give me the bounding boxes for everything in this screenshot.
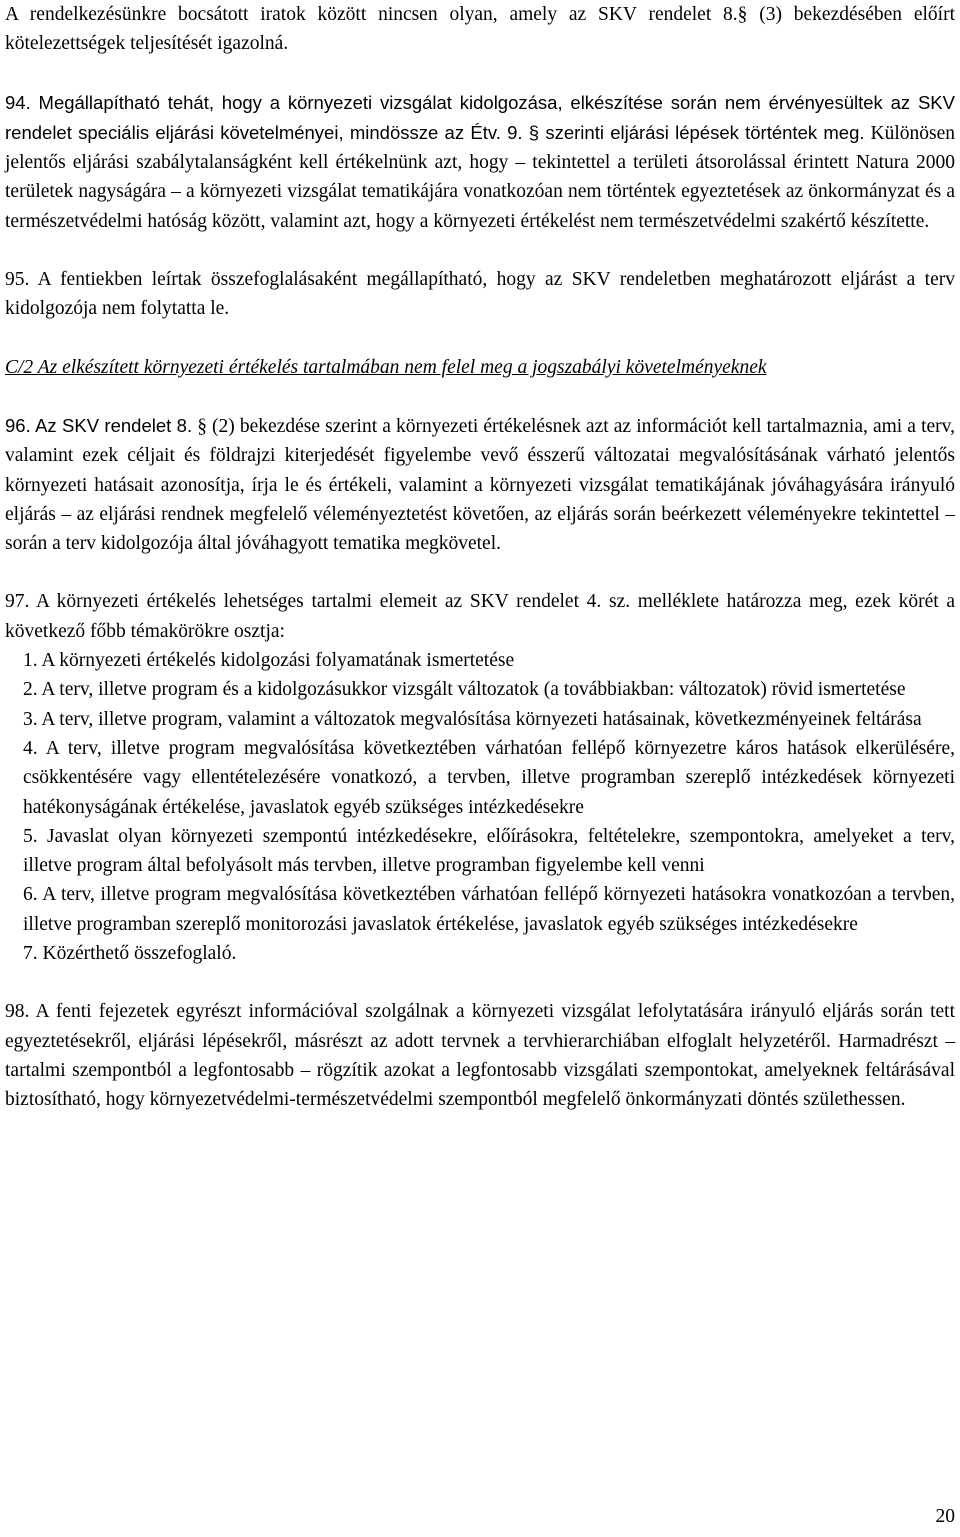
list-item: 2. A terv, illetve program és a kidolgozásukkor vizsgált változatok (a továbbiakban: változatok) rövid ismertetése bbox=[23, 679, 906, 701]
section-heading-c2: C/2 Az elkészített környezeti értékelés tartalmában nem felel meg a jogszabályi követelményeknek bbox=[5, 356, 767, 378]
topic-list bbox=[5, 646, 955, 968]
paragraph-94 bbox=[5, 88, 955, 236]
paragraph-96 bbox=[5, 411, 955, 558]
paragraph-96-rest: § (2) bekezdése szerint a környezeti értékelésnek azt az információt kell tartalmaznia, ami a terv, valamint ezek céljait és földrajzi kiterjedését figyelembe vevő ésszerű változatai megvalósításának várható jelentős környezeti hatásait azonosítja, írja le és értékeli, valamint a környezeti vizsgálat tematikájának jóváhagyására irányuló eljárás – az eljárási rendnek megfelelő véleményeztetést követően, az eljárás során beérkezett véleményekre tekintettel – során a terv kidolgozója által jóváhagyott tematika megkövetel. bbox=[5, 415, 955, 555]
list-item: 4. A terv, illetve program megvalósítása következtében várhatóan fellépő környezetre káros hatások elkerülésére, csökkentésére vagy ellentételezésére vonatkozó, a tervben, illetve programban szereplő intézkedések környezeti hatékonyságának értékelése, javaslatok egyéb szükséges intézkedésekre bbox=[23, 737, 955, 818]
paragraph-96-prefix: 96. Az SKV rendelet 8. bbox=[5, 414, 193, 436]
paragraph-spacer bbox=[5, 968, 955, 997]
paragraph-spacer bbox=[5, 382, 955, 411]
intro-paragraph: A rendelkezésünkre bocsátott iratok között nincsen olyan, amely az SKV rendelet 8.§ (3) bekezdésében előírt kötelezettségek teljesítését igazolná. bbox=[5, 4, 955, 55]
paragraph-95: 95. A fentiekben leírtak összefoglalásaként megállapítható, hogy az SKV rendeletben meghatározott eljárást a terv kidolgozója nem folytatta le. bbox=[5, 269, 955, 320]
paragraph-spacer bbox=[5, 59, 955, 88]
paragraph-97: 97. A környezeti értékelés lehetséges tartalmi elemeit az SKV rendelet 4. sz. melléklete határozza meg, ezek körét a következő főbb témakörökre osztja: bbox=[5, 591, 955, 642]
list-item: 3. A terv, illetve program, valamint a változatok megvalósítása környezeti hatásainak, következményeinek feltárása bbox=[23, 708, 922, 730]
paragraph-spacer bbox=[5, 558, 955, 587]
paragraph-spacer bbox=[5, 236, 955, 265]
document-page bbox=[5, 0, 955, 1115]
page-number: 20 bbox=[935, 1506, 955, 1527]
list-item: 5. Javaslat olyan környezeti szempontú intézkedésekre, előírásokra, feltételekre, szempontokra, amelyeket a terv, illetve program által befolyásolt más tervben, illetve programban figyelembe kell venni bbox=[23, 825, 955, 877]
list-item: 1. A környezeti értékelés kidolgozási folyamatának ismertetése bbox=[23, 650, 515, 672]
list-item: 6. A terv, illetve program megvalósítása következtében várhatóan fellépő környezeti hatásokra vonatkozóan a tervben, illetve programban szereplő monitorozási javaslatok értékelése, javaslatok egyéb szükséges intézkedésekre bbox=[23, 884, 955, 935]
list-item: 7. Közérthető összefoglaló. bbox=[23, 943, 237, 965]
paragraph-98: 98. A fenti fejezetek egyrészt információval szolgálnak a környezeti vizsgálat lefolytatására irányuló eljárás során tett egyeztetésekről, eljárási lépésekről, másrészt az adott tervnek a tervhierarchiában elfoglalt helyzetéről. Harmadrészt – tartalmi szempontból a legfontosabb – rögzítik azokat a legfontosabb vizsgálati szempontokat, amelyeknek feltárásával biztosítható, hogy környezetvédelmi-természetvédelmi szempontból megfelelő önkormányzati döntés születhessen. bbox=[5, 1001, 955, 1111]
paragraph-94-rest: Különösen jelentős eljárási szabálytalanságként kell értékelnünk azt, hogy – tekintettel a területi átsorolással érintett Natura 2000 területek nagyságára – a környezeti vizsgálat tematikájára vonatkozóan nem történtek egyeztetések az önkormányzat és a természetvédelmi hatóság között, valamint azt, hogy a környezeti értékelést nem természetvédelmi szakértő készítette. bbox=[5, 122, 955, 232]
paragraph-94-start: 94. Megállapítható tehát, hogy a környezeti vizsgálat kidolgozása, elkészítése során nem érvényesültek az SKV rendelet speciális eljárási követelményei, mindössze az Étv. 9. § szerinti eljárási lépések történtek meg. bbox=[5, 91, 955, 143]
paragraph-spacer bbox=[5, 324, 955, 353]
